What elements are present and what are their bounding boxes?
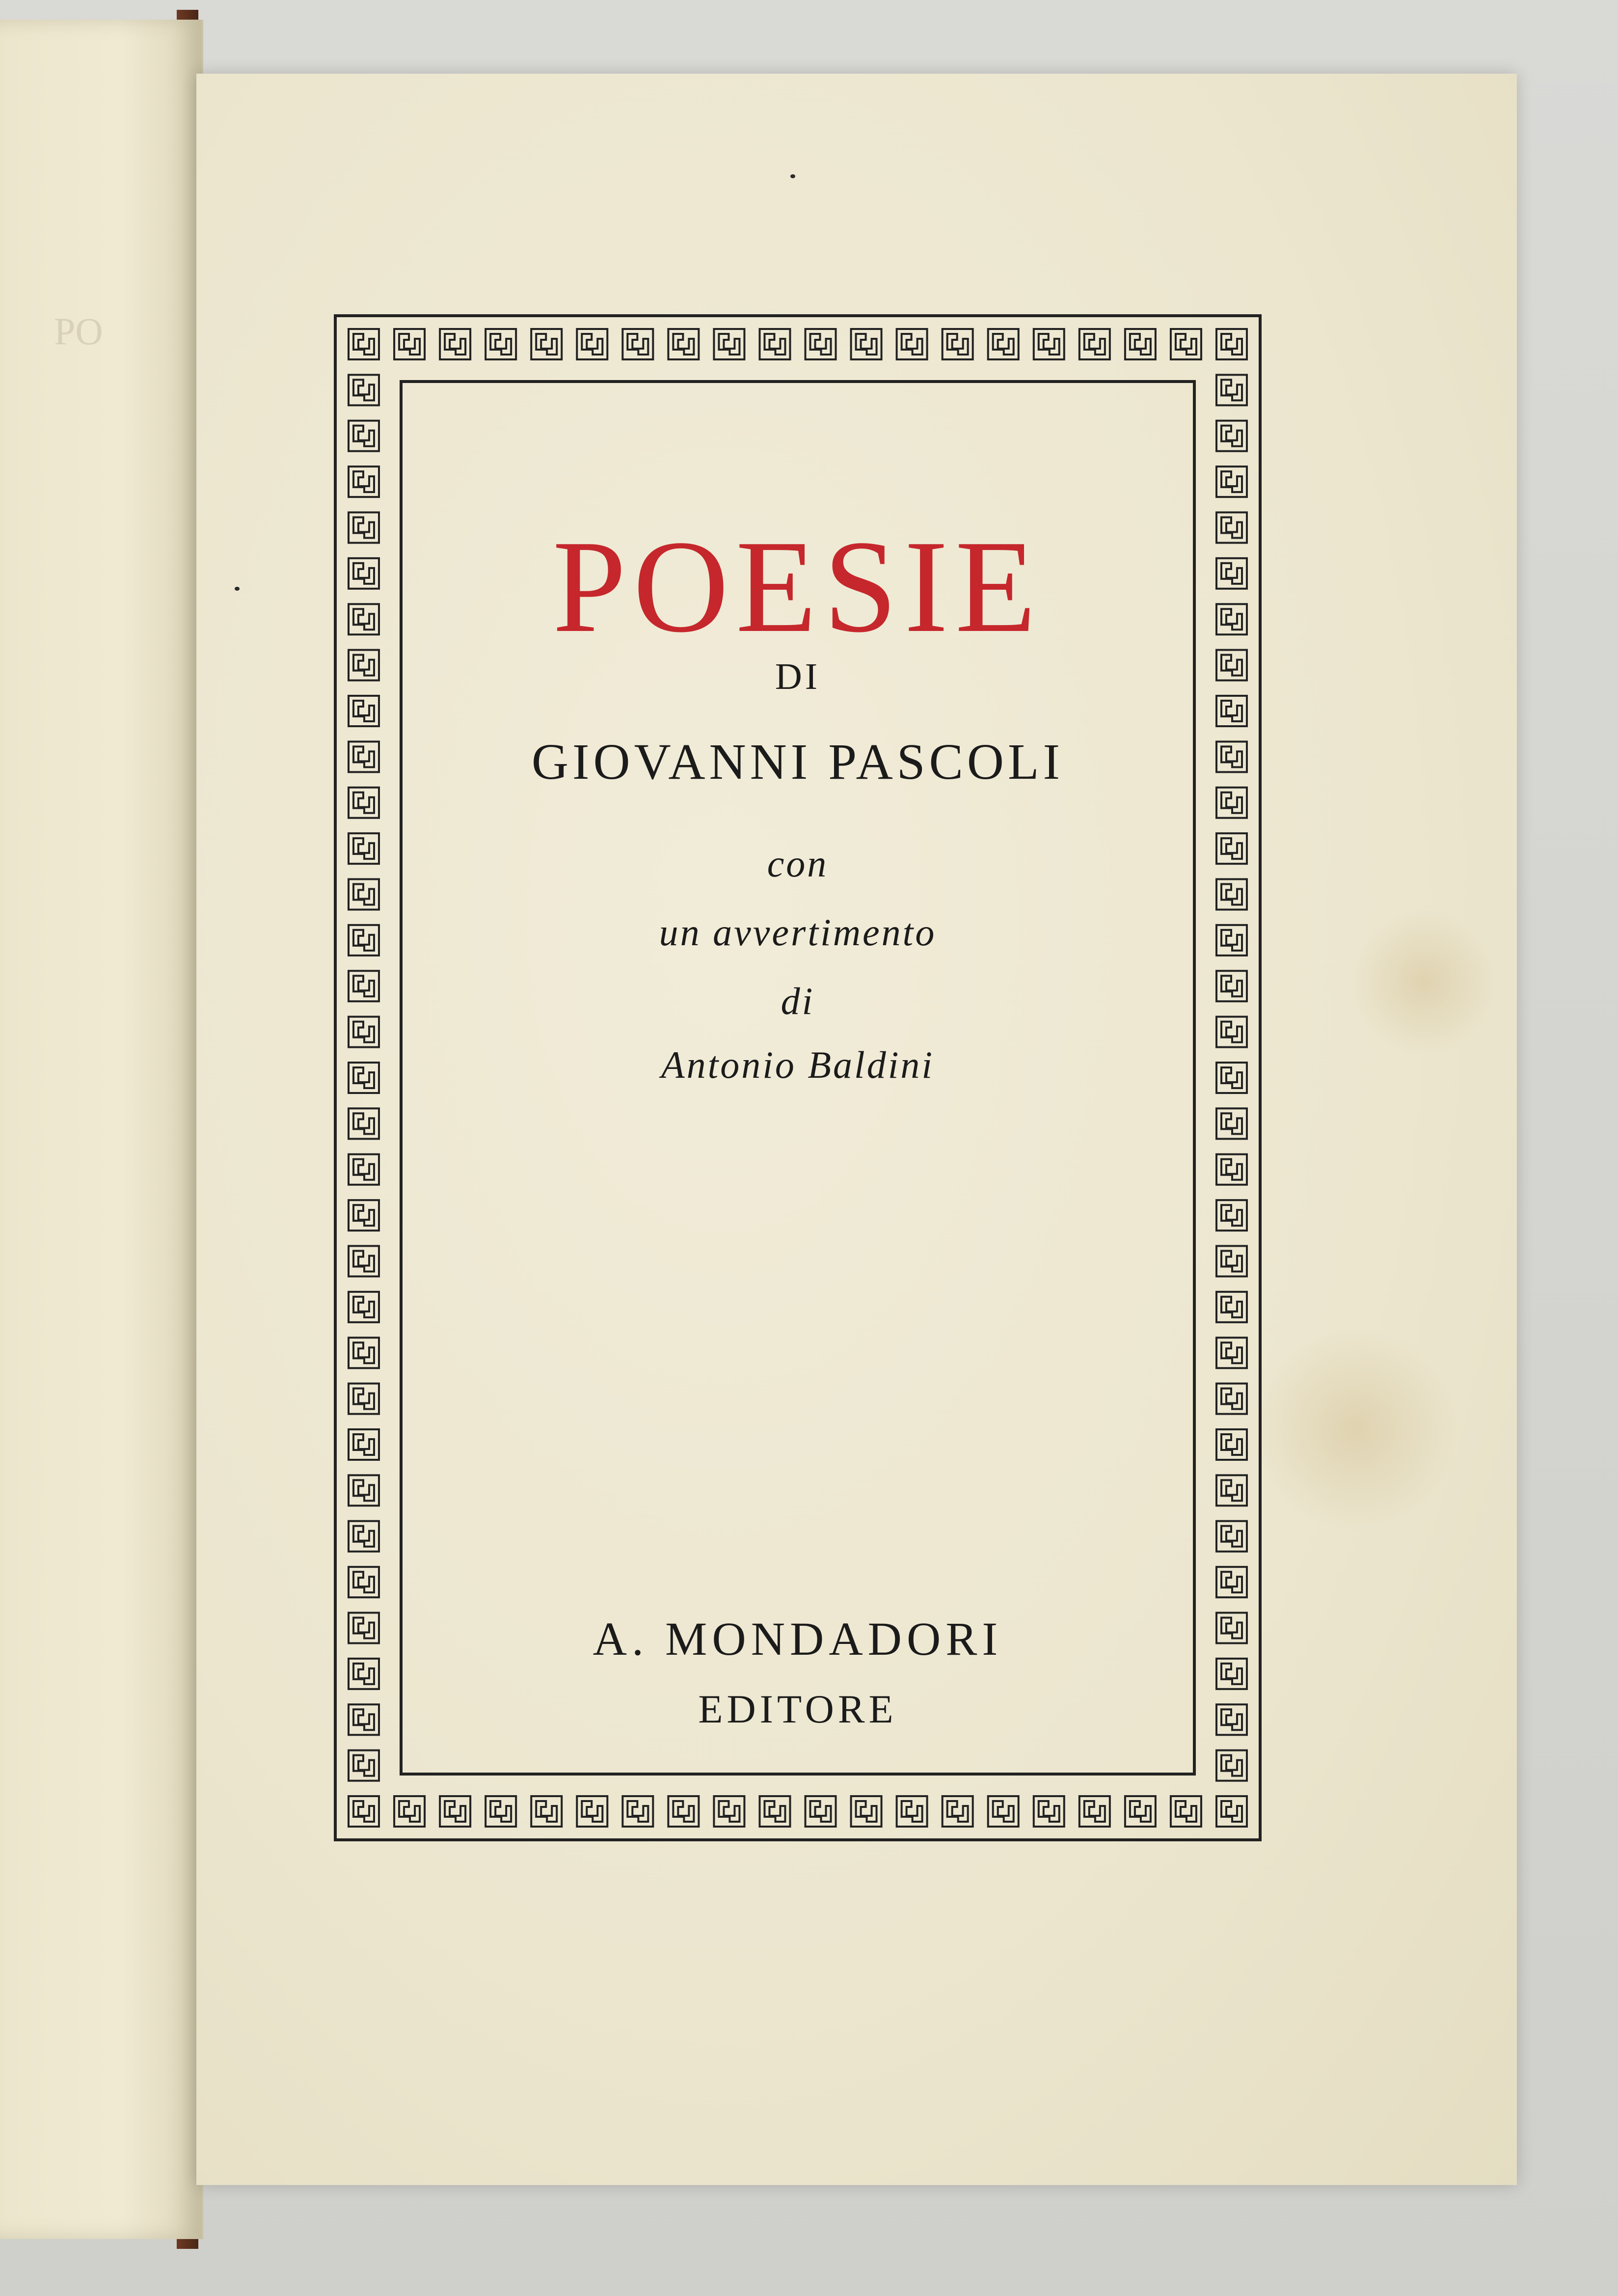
greek-key-tile: [349, 1567, 379, 1597]
greek-key-tile: [1079, 329, 1110, 359]
greek-key-tile: [1171, 1796, 1201, 1827]
greek-key-tile: [349, 833, 379, 864]
greek-key-tile: [349, 1475, 379, 1505]
greek-key-tile: [349, 971, 379, 1001]
greek-key-tile: [1216, 879, 1247, 910]
greek-key-tile: [349, 1659, 379, 1689]
greek-key-tile: [349, 879, 379, 910]
greek-key-tile: [349, 1017, 379, 1047]
greek-key-tile: [1216, 1750, 1247, 1781]
greek-key-tile: [349, 1384, 379, 1414]
greek-key-tile: [851, 329, 882, 359]
greek-key-tile: [349, 1246, 379, 1277]
greek-key-tile: [988, 1796, 1019, 1827]
greek-key-tile: [394, 329, 425, 359]
greek-key-tile: [1216, 696, 1247, 726]
greek-key-tile: [1216, 833, 1247, 864]
greek-key-tile: [1216, 1567, 1247, 1597]
greek-key-tile: [1216, 788, 1247, 818]
greek-key-tile: [1216, 513, 1247, 543]
greek-key-tile: [577, 329, 607, 359]
greek-key-tile: [1171, 329, 1201, 359]
greek-key-tile: [851, 1796, 882, 1827]
greek-key-tile: [806, 1796, 836, 1827]
greek-key-tile: [1125, 329, 1156, 359]
greek-key-tile: [1216, 1429, 1247, 1460]
greek-key-tile: [349, 925, 379, 956]
greek-key-tile: [1216, 1063, 1247, 1093]
paper-speck: [235, 587, 240, 591]
title-frame: [334, 314, 1262, 1841]
greek-key-tile: [485, 329, 516, 359]
greek-key-tile: [759, 329, 790, 359]
foxing-stain: [1252, 1326, 1458, 1532]
greek-key-tile: [1216, 1154, 1247, 1185]
greek-key-tile: [1216, 1292, 1247, 1322]
greek-key-tile: [349, 558, 379, 589]
greek-key-tile: [714, 1796, 744, 1827]
greek-key-tile: [1216, 329, 1247, 359]
greek-key-tile: [1216, 558, 1247, 589]
greek-key-tile: [349, 741, 379, 772]
greek-key-tile: [1125, 1796, 1156, 1827]
greek-key-tile: [1034, 329, 1064, 359]
greek-key-tile: [806, 329, 836, 359]
di-line: di: [781, 980, 815, 1022]
greek-key-tile: [349, 1613, 379, 1643]
greek-key-tile: [1216, 1246, 1247, 1277]
paper-speck: [790, 174, 795, 178]
greek-key-tile: [622, 329, 653, 359]
greek-key-tile: [897, 1796, 927, 1827]
greek-key-tile: [440, 329, 470, 359]
greek-key-tile: [1216, 1108, 1247, 1139]
greek-key-tile: [531, 329, 562, 359]
greek-key-tile: [1216, 971, 1247, 1001]
greek-key-tile: [349, 1750, 379, 1781]
greek-key-tile: [897, 329, 927, 359]
greek-key-tile: [349, 1429, 379, 1460]
greek-key-tile: [349, 513, 379, 543]
greek-key-tile: [1216, 741, 1247, 772]
greek-key-tile: [349, 1292, 379, 1322]
greek-key-tile: [1216, 375, 1247, 405]
publisher-imprint: EDITORE: [698, 1687, 897, 1731]
greek-key-tile: [1216, 1017, 1247, 1047]
greek-key-tile: [349, 696, 379, 726]
greek-key-tile: [1216, 1200, 1247, 1230]
greek-key-tile: [622, 1796, 653, 1827]
greek-key-tile: [349, 421, 379, 451]
avvertimento-line: un avvertimento: [659, 911, 937, 954]
greek-key-tile: [759, 1796, 790, 1827]
con-line: con: [767, 842, 829, 885]
greek-key-tile: [988, 329, 1019, 359]
greek-key-tile: [440, 1796, 470, 1827]
greek-key-tile: [349, 1338, 379, 1368]
greek-key-tile: [349, 329, 379, 359]
greek-key-tile: [1034, 1796, 1064, 1827]
greek-key-tile: [349, 466, 379, 497]
greek-key-tile: [1216, 1704, 1247, 1735]
publisher-name: A. MONDADORI: [593, 1613, 1003, 1665]
greek-key-tile: [1216, 650, 1247, 681]
greek-key-tile: [1216, 1613, 1247, 1643]
greek-key-tile: [1079, 1796, 1110, 1827]
greek-key-tile: [394, 1796, 425, 1827]
author-name: GIOVANNI PASCOLI: [531, 734, 1064, 790]
greek-key-tile: [943, 1796, 973, 1827]
greek-key-tile: [1216, 1384, 1247, 1414]
greek-key-tile: [668, 329, 699, 359]
greek-key-tile: [349, 604, 379, 634]
greek-key-tile: [1216, 466, 1247, 497]
by-line: DI: [775, 656, 821, 697]
greek-key-tile: [714, 329, 744, 359]
greek-key-tile: [349, 788, 379, 818]
greek-key-tile: [1216, 1659, 1247, 1689]
greek-key-tile: [668, 1796, 699, 1827]
show-through-text: PO: [54, 310, 103, 353]
greek-key-tile: [349, 1521, 379, 1552]
foxing-stain: [1350, 908, 1497, 1056]
greek-key-tile: [1216, 1475, 1247, 1505]
greek-key-tile: [1216, 604, 1247, 634]
greek-key-tile: [349, 1200, 379, 1230]
greek-key-tile: [349, 1796, 379, 1827]
greek-key-tile: [349, 1154, 379, 1185]
greek-key-tile: [943, 329, 973, 359]
greek-key-tile: [349, 1704, 379, 1735]
greek-key-tile: [577, 1796, 607, 1827]
book-title: POESIE: [552, 513, 1043, 660]
greek-key-tile: [485, 1796, 516, 1827]
greek-key-tile: [349, 650, 379, 681]
greek-key-tile: [1216, 925, 1247, 956]
title-page-content: [403, 383, 1193, 1773]
greek-key-tile: [1216, 1521, 1247, 1552]
contributor-name: Antonio Baldini: [661, 1043, 935, 1086]
greek-key-tile: [1216, 421, 1247, 451]
greek-key-tile: [349, 1063, 379, 1093]
greek-key-tile: [349, 375, 379, 405]
greek-key-tile: [1216, 1338, 1247, 1368]
greek-key-tile: [1216, 1796, 1247, 1827]
facing-page: [0, 20, 203, 2239]
greek-key-tile: [531, 1796, 562, 1827]
greek-key-tile: [349, 1108, 379, 1139]
